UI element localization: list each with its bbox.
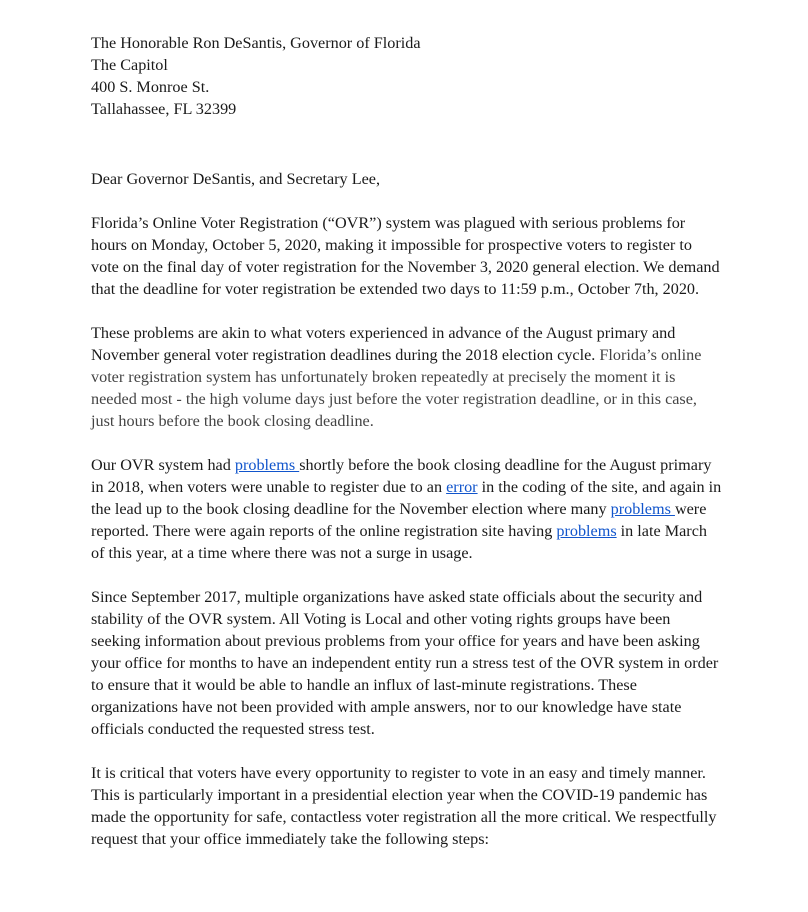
text-line: [91, 476, 748, 498]
text-line: vote on the final day of voter registration for the November 3, 2020 general election. We demand: [91, 258, 720, 276]
text-line: needed most - the high volume days just before the voter registration deadline, or in this case,: [91, 390, 697, 408]
paragraph-critical-steps: [91, 762, 748, 850]
paragraph-2018-comparison: [91, 322, 748, 432]
paragraph-ovr-problems: [91, 212, 748, 300]
text-line: just hours before the book closing deadline.: [91, 412, 374, 430]
problems-link-november[interactable]: problems: [610, 500, 675, 518]
paragraph-history: [91, 454, 748, 564]
text-line: hours on Monday, October 5, 2020, making it impossible for prospective voters to register to: [91, 236, 692, 254]
text-line: [91, 344, 748, 366]
recipient-address: [91, 32, 748, 120]
text-line: officials conducted the requested stress test.: [91, 720, 375, 738]
paragraph-security-requests: [91, 586, 748, 740]
text-line: seeking information about previous problems from your office for years and have been asking: [91, 632, 700, 650]
text-segment: in late March: [616, 522, 707, 540]
text-line: made the opportunity for safe, contactless voter registration all the more critical. We respectfully: [91, 808, 717, 826]
text-line: [91, 498, 748, 520]
text-segment: the lead up to the book closing deadline for the November election where many: [91, 500, 611, 518]
address-line-4: Tallahassee, FL 32399: [91, 100, 237, 118]
text-segment: in 2018, when voters were unable to register due to an: [91, 478, 447, 496]
problems-link-august[interactable]: problems: [234, 456, 300, 474]
text-segment: Florida’s online: [599, 346, 702, 364]
text-line: These problems are akin to what voters experienced in advance of the August primary and: [91, 324, 676, 342]
text-line: request that your office immediately take the following steps:: [91, 830, 489, 848]
address-line-1: The Honorable Ron DeSantis, Governor of Florida: [91, 34, 421, 52]
text-segment: shortly before the book closing deadline for the August primary: [299, 456, 712, 474]
text-segment: Our OVR system had: [91, 456, 235, 474]
text-segment: November general voter registration deadlines during the 2018 election cycle.: [91, 346, 600, 364]
text-line: [91, 520, 748, 542]
problems-link-march[interactable]: problems: [556, 522, 617, 540]
text-line: stability of the OVR system. All Voting is Local and other voting rights groups have been: [91, 610, 671, 628]
text-line: organizations have not been provided with ample answers, nor to our knowledge have state: [91, 698, 682, 716]
text-line: Florida’s Online Voter Registration (“OVR”) system was plagued with serious problems for: [91, 214, 686, 232]
text-line: to ensure that it would be able to handle an influx of last-minute registrations. These: [91, 676, 637, 694]
text-line: your office for months to have an independent entity run a stress test of the OVR system in order: [91, 654, 719, 672]
salutation: Dear Governor DeSantis, and Secretary Lee,: [91, 170, 381, 188]
text-line: It is critical that voters have every opportunity to register to vote in an easy and timely manner.: [91, 764, 706, 782]
text-line: that the deadline for voter registration be extended two days to 11:59 p.m., October 7th, 2020.: [91, 280, 700, 298]
text-line: Since September 2017, multiple organizations have asked state officials about the security and: [91, 588, 703, 606]
text-line: This is particularly important in a presidential election year when the COVID-19 pandemic has: [91, 786, 708, 804]
text-segment: in the coding of the site, and again in: [477, 478, 722, 496]
text-segment: reported. There were again reports of the online registration site having: [91, 522, 557, 540]
text-line: of this year, at a time where there was not a surge in usage.: [91, 544, 473, 562]
address-line-2: The Capitol: [91, 56, 168, 74]
error-link[interactable]: error: [446, 478, 478, 496]
text-line: [91, 454, 748, 476]
text-line: voter registration system has unfortunately broken repeatedly at precisely the moment it is: [91, 368, 676, 386]
address-line-3: 400 S. Monroe St.: [91, 78, 210, 96]
text-segment: were: [674, 500, 707, 518]
